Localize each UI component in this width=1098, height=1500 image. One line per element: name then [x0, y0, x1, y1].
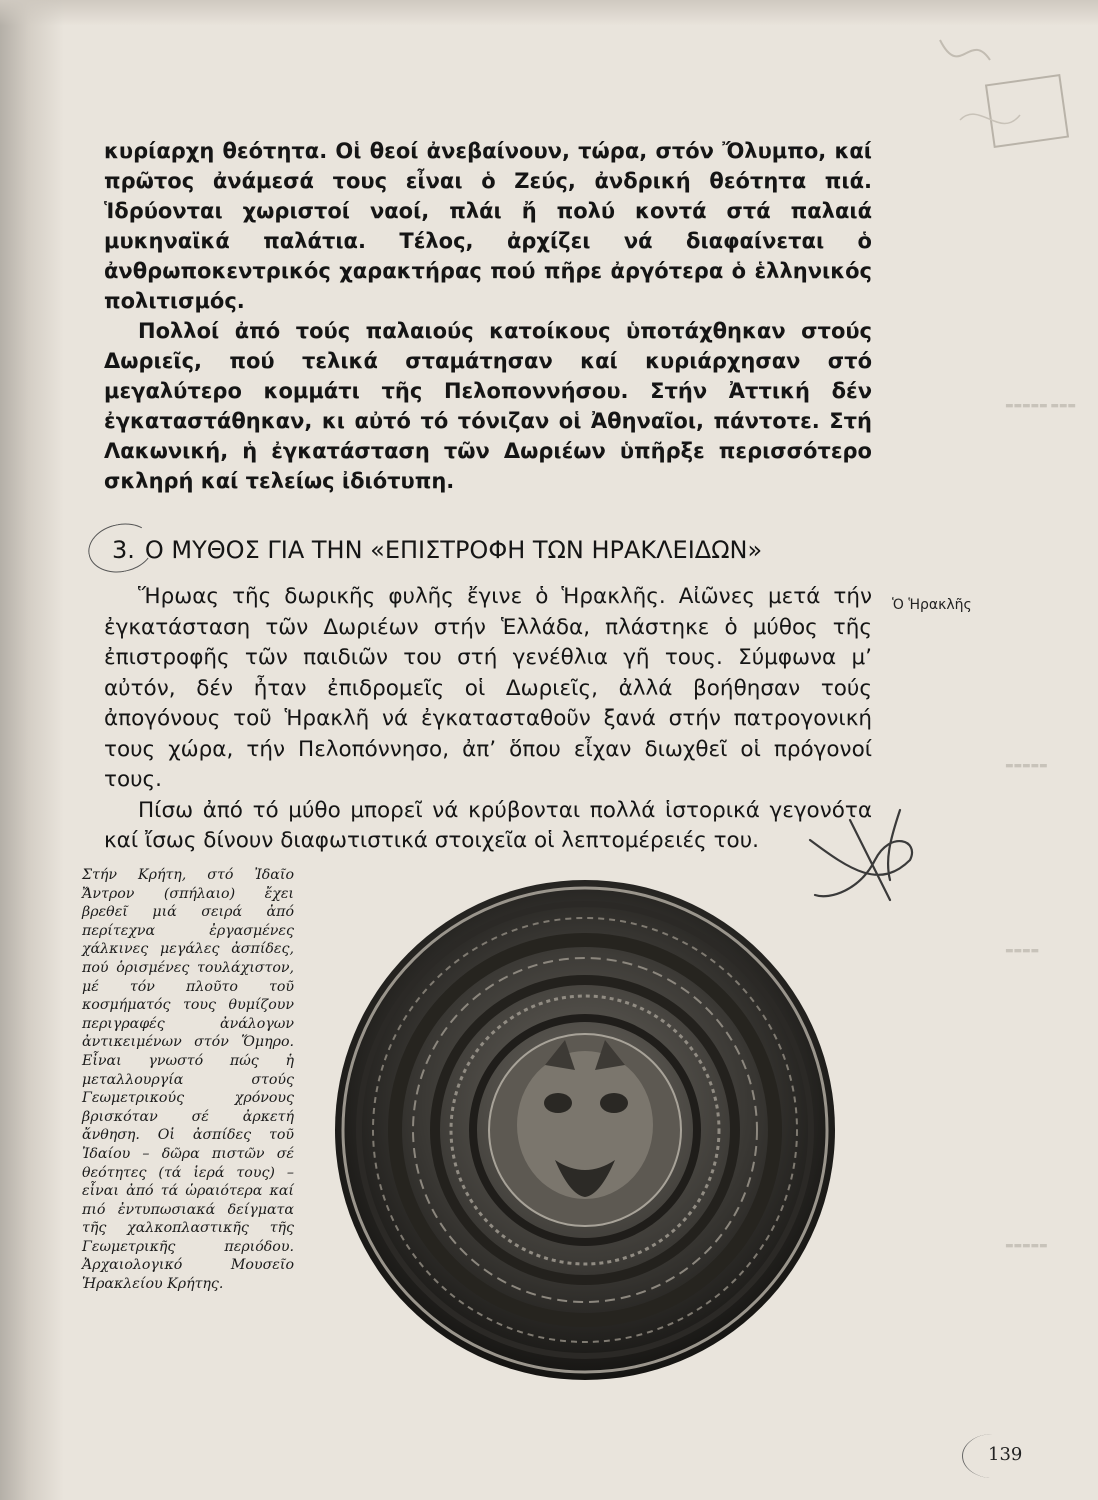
- figure-caption: Στήν Κρήτη, στό Ἰδαῖο Ἄντρον (σπήλαιο) ἔχει βρεθεῖ μιά σειρά ἀπό περίτεχνα ἐργασμένες χάλκινες μεγάλες ἀσπίδες, πού ὁρισμένες τουλάχιστον, μέ τόν πλοῦτο τοῦ κοσμήματός τους θυμίζουν περιγραφές ἀνάλογων ἀντικειμένων στόν Ὅμηρο. Εἶναι γνωστό πώς ἡ μεταλλουργία στούς Γεωμετρικούς χρόνους βρισκόταν σέ ἀρκετή ἄνθηση. Οἱ ἀσπίδες τοῦ Ἰδαίου – δῶρα πιστῶν σέ θεότητες (τά ἱερά τους) – εἶναι ἀπό τά ὡραιότερα καί πιό ἐντυπωσιακά δείγματα τῆς χαλκοπλαστικῆς τῆς Γεωμετρικῆς περιόδου. Ἀρχαιολογικό Μουσεῖο Ἡρακλείου Κρήτης.: [82, 867, 294, 1293]
- bronze-shield-photo: [330, 875, 840, 1385]
- section-heading: [112, 534, 892, 566]
- paragraph: Πίσω ἀπό τό μύθο μπορεῖ νά κρύβονται πολλά ἱστορικά γεγονότα καί ἴσως δίνουν διαφωτιστικά στοιχεῖα οἱ λεπτομέρειές του.: [104, 797, 872, 853]
- paragraph: Πολλοί ἀπό τούς παλαιούς κατοίκους ὑποτάχθηκαν στούς Δωριεῖς, πού τελικά σταμάτησαν καί κυριάρχησαν στό μεγαλύτερο κομμάτι τῆς Πελοποννήσου. Στήν Ἀττική δέν ἐγκαταστάθηκαν, κι αὐτό τό τόνιζαν οἱ Ἀθηναῖοι, πάντοτε. Στή Λακωνική, ἡ ἐγκατάσταση τῶν Δωριέων ὑπῆρξε περισσότερο σκληρή καί τελείως ἰδιότυπη.: [104, 319, 872, 493]
- margin-note: Ὁ Ἡρακλῆς: [892, 597, 972, 613]
- page-gutter-shadow: [0, 0, 64, 1500]
- bleed-through-text: ▬▬▬▬▬: [1005, 761, 1048, 771]
- body-text-section: [104, 582, 872, 857]
- bleed-through-text: ▬▬▬▬: [1005, 946, 1040, 956]
- bleed-through-text: ▬▬▬▬▬ ▬▬▬: [1005, 401, 1076, 411]
- paragraph: Ἥρωας τῆς δωρικῆς φυλῆς ἔγινε ὁ Ἡρακλῆς. Αἰῶνες μετά τήν ἐγκατάσταση τῶν Δωριέων στήν Ἑλλάδα, πλάστηκε ὁ μύθος τῆς ἐπιστροφῆς τῶν παιδιῶν του στή γενέθλια γῆ τους. Σύμφωνα μ’ αὐτόν, δέν ἦταν ἐπιδρομεῖς οἱ Δωριεῖς, ἀλλά βοήθησαν τούς ἀπογόνους τοῦ Ἡρακλῆ νά ἐγκατασταθοῦν ξανά στήν πατρογονική τους χώρα, τήν Πελοπόννησο, ἀπ’ ὅπου εἶχαν διωχθεῖ οἱ πρόγονοί τους.: [104, 584, 872, 792]
- page-number: 139: [988, 1444, 1023, 1465]
- paragraph: κυρίαρχη θεότητα. Οἱ θεοί ἀνεβαίνουν, τώρα, στόν Ὄλυμπο, καί πρῶτος ἀνάμεσά τους εἶναι ὁ Ζεύς, ἀνδρική θεότητα πιά. Ἱδρύονται χωριστοί ναοί, πλάι ἤ πολύ κοντά στά παλαιά μυκηναϊκά παλάτια. Τέλος, ἀρχίζει νά διαφαίνεται ὁ ἀνθρωποκεντρικός χαρακτήρας πού πῆρε ἀργότερα ὁ ἑλληνικός πολιτισμός.: [104, 139, 872, 313]
- section-title: Ο ΜΥΘΟΣ ΓΙΑ ΤΗΝ «ΕΠΙΣΤΡΟΦΗ ΤΩΝ ΗΡΑΚΛΕΙΔΩΝ»: [144, 536, 763, 564]
- bleed-through-text: ▬▬▬▬▬: [1005, 1241, 1048, 1251]
- body-text-top: [104, 136, 872, 496]
- shield-image: [330, 875, 840, 1385]
- faint-bleed-through-sketch: [930, 20, 1080, 160]
- section-number: 3.: [112, 536, 135, 564]
